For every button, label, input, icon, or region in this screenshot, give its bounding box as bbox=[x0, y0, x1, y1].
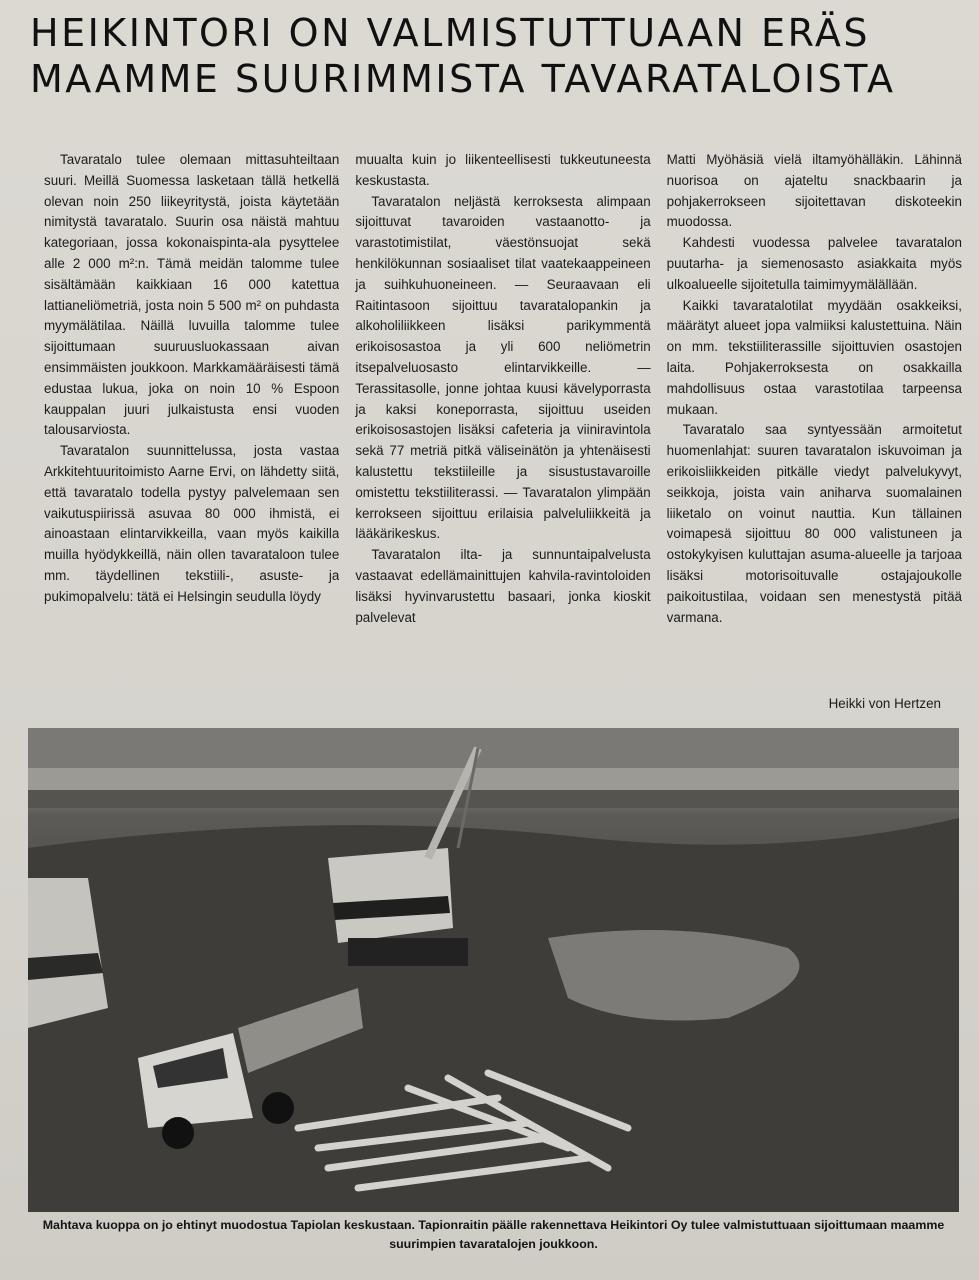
article-column-3 bbox=[667, 150, 962, 710]
photo-illustration bbox=[28, 728, 959, 1212]
paragraph-continued: Matti Myöhäsiä vielä iltamyöhälläkin. Lähinnä nuorisoa on ajateltu snackbaarin ja pohjakerrokseen sijoitettavan diskoteekin muodossa. bbox=[666, 152, 962, 230]
photo-caption: Mahtava kuoppa on jo ehtinyt muodostua Tapiolan keskustaan. Tapionraitin päälle rakennettava Heikintori Oy tulee valmistuttuaan sijoittumaan maamme suurimpien tavaratalojen joukkoon. bbox=[42, 1218, 945, 1251]
article-body bbox=[44, 150, 962, 710]
article-headline bbox=[30, 10, 960, 102]
paragraph-continued: muualta kuin jo liikenteellisesti tukkeutuneesta keskustasta. bbox=[355, 152, 651, 188]
article-column-1 bbox=[44, 150, 339, 710]
article-column-2 bbox=[355, 150, 650, 710]
tree-line bbox=[28, 728, 959, 768]
headline-line-2: MAAMME SUURIMMISTA TAVARATALOISTA bbox=[30, 57, 896, 101]
author-byline: Heikki von Hertzen bbox=[828, 696, 941, 711]
paragraph: Tavaratalon ilta- ja sunnuntaipalvelusta vastaavat edellämainittujen kahvila-ravintoloiden lisäksi hyvinvarustettu basaari, jonka kioskit palvelevat bbox=[355, 547, 651, 625]
headline-line-1: HEIKINTORI ON VALMISTUTTUAAN ERÄS bbox=[30, 11, 871, 55]
paragraph: Kahdesti vuodessa palvelee tavaratalon puutarha- ja siemenosasto asiakkaita myös ulkoalueelle sijoitetulla taimimyymälällään. bbox=[666, 235, 962, 292]
bank bbox=[28, 790, 959, 808]
paragraph: Tavaratalon suunnittelussa, josta vastaa Arkkitehtuuritoimisto Aarne Ervi, on lähdetty siitä, että tavaratalo todella pystyy palvelemaan sen vaikutuspiirissä asuvaa 80 000 ihmistä, ei ainoastaan elintarvikkeilla, vaan myös kaikilla muilla hyödykkeillä, näin ollen tavarataloon tulee mm. täydellinen tekstiili-, asuste- ja pukimopalvelu: tätä ei Helsingin seudulla löydy bbox=[44, 443, 340, 604]
paragraph: Tavaratalo saa syntyessään armoitetut huomenlahjat: suuren tavaratalon iskuvoiman ja erikoisliikkeiden pitkälle viedyt palvelukyvyt, seikkoja, joista vain aniharva suomalainen liiketalo on voinut nauttia. Kun tällainen voimapesä sijoittuu 80 000 valistuneen ja ostokykyisen kuluttajan asuma-alueelle ja tarjoaa lisäksi motorisoituvalle ostajajoukolle paikoitustilaa, voidaan sen menestystä pitää varmana. bbox=[666, 422, 962, 625]
paragraph: Kaikki tavaratalotilat myydään osakkeiksi, määrätyt alueet jopa valmiiksi kalustettuina. Näin on mm. tekstiiliterassille sijoittuvien osastojen laita. Pohjakerroksesta on osakkailla mahdollisuus ostaa varastotilaa tarpeensa mukaan. bbox=[666, 297, 962, 417]
paragraph: Tavaratalon neljästä kerroksesta alimpaan sijoittuvat tavaroiden vastaanotto- ja varastotimistilat, väestönsuojat sekä henkilökunnan sosiaaliset tilat vaatekaappeineen ja suihkuhuoneineen. — Seuraavaan eli Raitintasoon sijoittuu tavaratalopankin ja alkoholiliikkeen lisäksi parikymmentä erikoisosastoa ja yli 600 neliömetrin itsepalveluosasto elintarvikkeille. — Terassitasolle, jonne johtaa kuusi kävelyporrasta ja kaksi koneporrasta, sijoittuu useiden erikoisosastojen lisäksi cafeteria ja viiniravintola sekä 77 metriä pitkä väliseinätön ja yhtenäisesti kalustettu tekstiileille ja sisustustavaroille omistettu tekstiiliterassi. — Tavaratalon ylimpään kerrokseen sijoittuu erilaisia palveluliikkeitä ja lääkärikeskus. bbox=[355, 193, 651, 542]
excavation-pit bbox=[28, 818, 959, 1212]
fence-band bbox=[28, 768, 959, 790]
paragraph: Tavaratalo tulee olemaan mittasuhteiltaan suuri. Meillä Suomessa lasketaan tällä hetkellä olevan noin 250 liikeyritystä, joista käytetään nimitystä tavaratalo. Suurin osa näistä mahtuu kategoriaan, jossa kokonaispinta-ala pysyttelee alle 2 000 m²:n. Tämä meidän talomme tulee sisältämään kaikkiaan 16 000 katettua lattianeliömetriä, josta noin 5 500 m² on puhdasta myymälätilaa. Näillä luvuilla talomme tulee sijoittumaan suuruusluokassaan aivan ensimmäisten joukkoon. Markkamääräisesti tämä edustaa lukua, joka on noin 10 % Espoon kauppalan juuri julkaistusta ensi vuoden talousarviosta. bbox=[44, 152, 340, 438]
construction-site-photo bbox=[28, 728, 959, 1212]
